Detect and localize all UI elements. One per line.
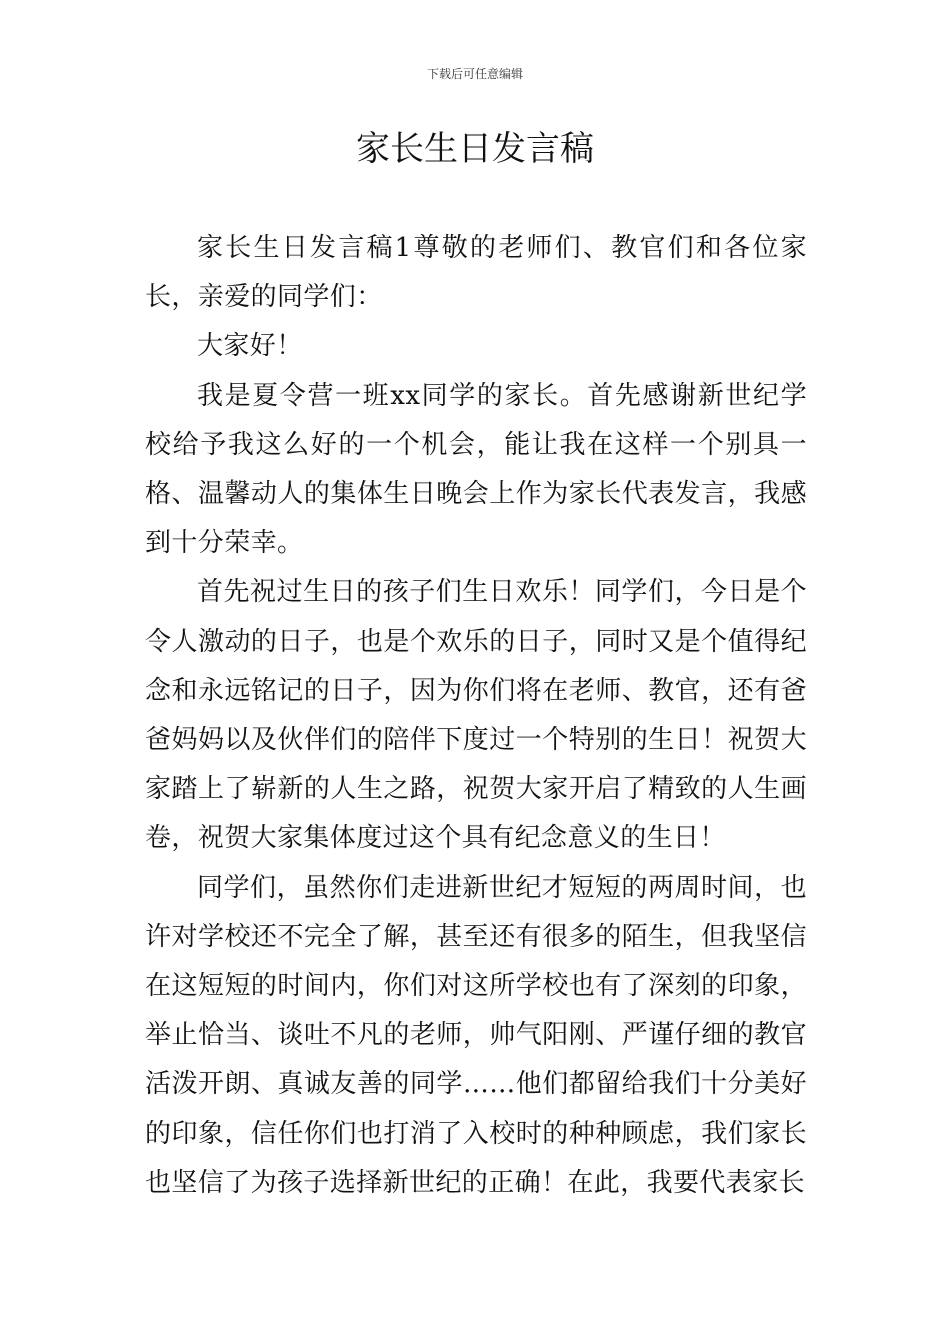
paragraph-school-impressions: 同学们，虽然你们走进新世纪才短短的两周时间，也许对学校还不完全了解，甚至还有很多的陌生，但我坚信在这短短的时间内，你们对这所学校也有了深刻的印象，举止恰当、谈吐不凡的老师，帅气阳刚、严谨仔细的教官活泼开朗、真诚友善的同学……他们都留给我们十分美好的印象，信任你们也打消了入校时的种种顾虑，我们家长也坚信了为孩子选择新世纪的正确！在此，我要代表家长 [145,872,807,1198]
document-body [145,224,807,1208]
document-title: 家长生日发言稿 [356,129,594,169]
paragraph-introduction: 我是夏令营一班xx同学的家长。首先感谢新世纪学校给予我这么好的一个机会，能让我在这样一个别具一格、温馨动人的集体生日晚会上作为家长代表发言，我感到十分荣幸。 [145,380,807,559]
paragraph-greeting: 家长生日发言稿1尊敬的老师们、教官们和各位家长，亲爱的同学们： [145,233,807,313]
paragraph-hello: 大家好！ [197,331,303,362]
paragraph-birthday-wishes: 首先祝过生日的孩子们生日欢乐！同学们，今日是个令人激动的日子，也是个欢乐的日子，同时又是个值得纪念和永远铭记的日子，因为你们将在老师、教官，还有爸爸妈妈以及伙伴们的陪伴下度过一个特别的生日！祝贺大家踏上了崭新的人生之路，祝贺大家开启了精致的人生画卷，祝贺大家集体度过这个具有纪念意义的生日！ [145,577,807,854]
header-note: 下载后可任意编辑 [426,67,523,81]
